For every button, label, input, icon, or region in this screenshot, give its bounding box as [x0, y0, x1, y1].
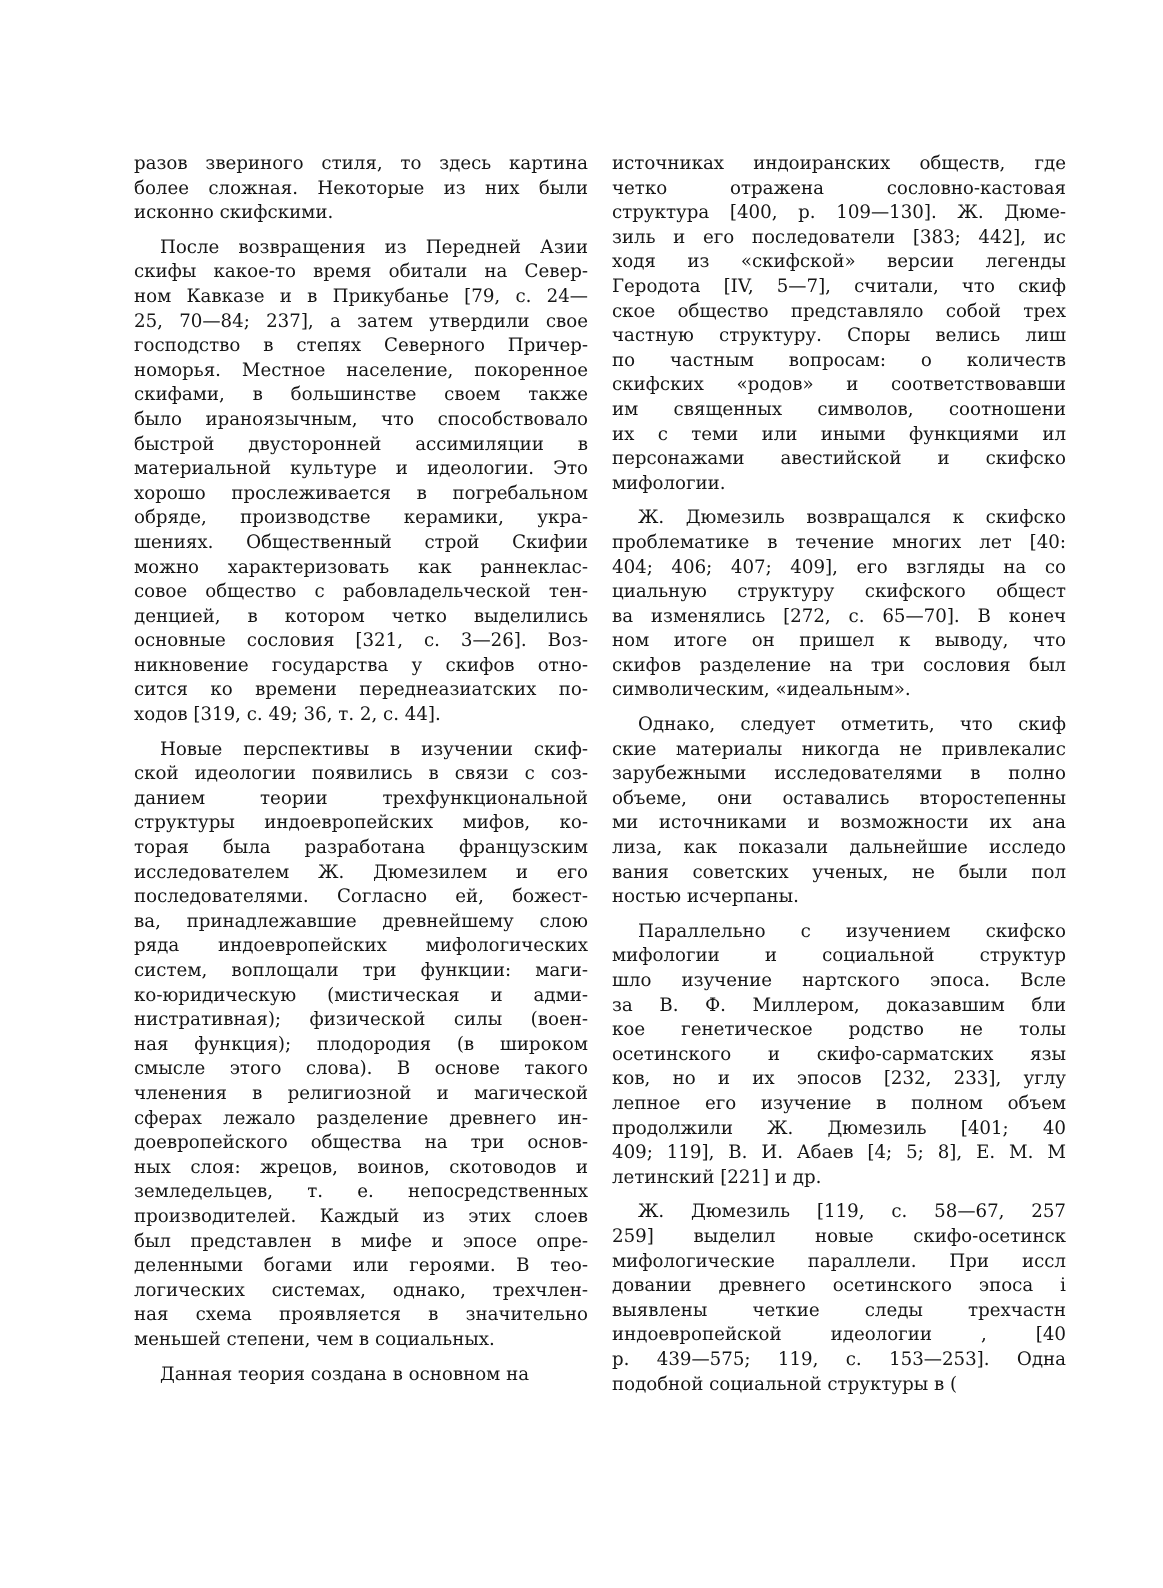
- paragraph: [134, 1363, 588, 1388]
- text-line: сферах лежало разделение древнего ин-: [134, 1107, 588, 1129]
- text-line: меньшей степени, чем в социальных.: [134, 1328, 495, 1350]
- text-line: более сложная. Некоторые из них были: [134, 177, 588, 199]
- text-line: подобной социальной структуры в (: [612, 1373, 958, 1395]
- text-line: структуры индоевропейских мифов, ко-: [134, 812, 588, 834]
- text-line: персонажами авестийской и скифско: [612, 448, 1066, 470]
- text-line: можно характеризовать как раннеклас-: [134, 556, 588, 578]
- text-line: кое генетическое родство не толы: [612, 1019, 1066, 1041]
- text-line: Ж. Дюмезиль [119, с. 58—67, 257: [638, 1201, 1066, 1223]
- paragraph: [612, 506, 1066, 703]
- text-line: ном Кавказе и в Прикубанье [79, с. 24—: [134, 285, 588, 307]
- text-line: скифами, в большинстве своем также: [134, 384, 588, 406]
- text-line: продолжили Ж. Дюмезиль [401; 40: [612, 1117, 1066, 1139]
- text-line: ские материалы никогда не привлекалис: [612, 738, 1066, 760]
- text-line: исследователем Ж. Дюмезилем и его: [134, 861, 588, 883]
- text-line: ми источниками и возможности их ана: [612, 812, 1066, 834]
- text-line: ных слоя: жрецов, воинов, скотоводов и: [134, 1156, 588, 1178]
- text-line: источниках индоиранских обществ, где: [612, 153, 1066, 174]
- text-line: основные сословия [321, с. 3—26]. Воз-: [134, 630, 588, 652]
- text-line: их с теми или иными функциями ил: [612, 423, 1066, 445]
- text-line: ко-юридическую (мистическая и адми-: [134, 984, 588, 1006]
- paragraph: [612, 713, 1066, 910]
- text-line: Однако, следует отметить, что скиф: [638, 714, 1066, 736]
- text-line: ходов [319, с. 49; 36, т. 2, с. 44].: [134, 704, 441, 726]
- text-line: зарубежными исследователями в полно: [612, 763, 1066, 785]
- text-line: ков, но и их эпосов [232, 233], углу: [612, 1068, 1066, 1090]
- text-line: лепное его изучение в полном объем: [612, 1092, 1066, 1114]
- text-line: ряда индоевропейских мифологических: [134, 935, 588, 957]
- text-line: деленными богами или героями. В тео-: [134, 1255, 588, 1277]
- text-line: ходя из «скифской» версии легенды: [612, 251, 1066, 273]
- text-line: сится ко времени переднеазиатских по-: [134, 679, 588, 701]
- text-line: производителей. Каждый из этих слоев: [134, 1205, 588, 1227]
- text-line: циальную структуру скифского общест: [612, 581, 1066, 603]
- text-line: летинский [221] и др.: [612, 1166, 822, 1188]
- text-line: данием теории трехфункциональной: [134, 787, 588, 809]
- text-line: Ж. Дюмезиль возвращался к скифско: [638, 507, 1066, 529]
- text-line: ном итоге он пришел к выводу, что: [612, 630, 1066, 652]
- text-line: довании древнего осетинского эпоса і: [612, 1275, 1066, 1297]
- text-line: зиль и его последователи [383; 442], ис: [612, 226, 1066, 248]
- text-line: частную структуру. Споры велись лиш: [612, 325, 1066, 347]
- text-line: 404; 406; 407; 409], его взгляды на со: [612, 556, 1066, 578]
- right-column: [612, 152, 1066, 1397]
- text-line: земледельцев, т. е. непосредственных: [134, 1181, 588, 1203]
- text-line: скифы какое-то время обитали на Север-: [134, 261, 588, 283]
- text-line: ва, принадлежавшие древнейшему слою: [134, 910, 588, 932]
- text-line: за В. Ф. Миллером, доказавшим бли: [612, 994, 1066, 1016]
- text-line: ское общество представляло собой трех: [612, 300, 1066, 322]
- text-line: ная схема проявляется в значительно: [134, 1304, 588, 1326]
- text-line: систем, воплощали три функции: маги-: [134, 960, 588, 981]
- text-line: 409; 119], В. И. Абаев [4; 5; 8], Е. М. М: [612, 1142, 1066, 1164]
- text-line: материальной культуре и идеологии. Это: [134, 458, 588, 480]
- text-line: логических системах, однако, трехчлен-: [134, 1279, 588, 1301]
- text-line: индоевропейской идеологии , [40: [612, 1324, 1066, 1346]
- text-line: 25, 70—84; 237], а затем утвердили свое: [134, 310, 588, 332]
- text-line: членения в религиозной и магической: [134, 1082, 588, 1104]
- text-line: мифологии.: [612, 472, 726, 494]
- paragraph: [134, 152, 588, 226]
- text-line: вания советских ученых, не были пол: [612, 861, 1066, 883]
- text-line: шениях. Общественный строй Скифии: [134, 531, 588, 553]
- text-line: номорья. Местное население, покоренное: [134, 359, 588, 381]
- text-line: по частным вопросам: о количеств: [612, 349, 1066, 371]
- text-line: ностью исчерпаны.: [612, 886, 799, 908]
- text-line: исконно скифскими.: [134, 202, 334, 224]
- text-line: 259] выделил новые скифо-осетинск: [612, 1225, 1066, 1247]
- paragraph: [134, 738, 588, 1353]
- text-line: мифологические параллели. При иссл: [612, 1250, 1066, 1272]
- text-line: лиза, как показали дальнейшие исследо: [612, 837, 1066, 859]
- text-line: ная функция); плодородия (в широком: [134, 1033, 588, 1055]
- text-line: разов звериного стиля, то здесь картина: [134, 153, 588, 174]
- text-line: выявлены четкие следы трехчастн: [612, 1299, 1066, 1321]
- text-line: нистративная); физической силы (воен-: [134, 1009, 588, 1031]
- text-line: доевропейского общества на три основ-: [134, 1132, 588, 1154]
- text-line: После возвращения из Передней Азии: [160, 236, 588, 258]
- text-line: Новые перспективы в изучении скиф-: [160, 738, 588, 760]
- text-line: шло изучение нартского эпоса. Всле: [612, 970, 1066, 991]
- text-line: четко отражена сословно-кастовая: [612, 177, 1066, 199]
- text-line: Геродота [IV, 5—7], считали, что скиф: [612, 275, 1066, 297]
- text-line: совое общество с рабовладельческой тен-: [134, 581, 588, 603]
- text-line: быстрой двусторонней ассимиляции в: [134, 433, 588, 455]
- text-line: р. 439—575; 119, с. 153—253]. Одна: [612, 1348, 1066, 1370]
- text-line: ской идеологии появились в связи с соз-: [134, 763, 588, 785]
- text-line: был представлен в мифе и эпосе опре-: [134, 1230, 588, 1252]
- text-line: им священных символов, соотношени: [612, 398, 1066, 420]
- text-line: обряде, производстве керамики, укра-: [134, 507, 588, 529]
- text-line: ва изменялись [272, с. 65—70]. В конеч: [612, 605, 1066, 627]
- text-line: никновение государства у скифов отно-: [134, 654, 588, 676]
- text-line: денцией, в котором четко выделились: [134, 605, 588, 627]
- text-line: Параллельно с изучением скифско: [638, 920, 1066, 942]
- text-line: скифов разделение на три сословия был: [612, 654, 1066, 676]
- left-column: [134, 152, 588, 1387]
- text-line: осетинского и скифо-сарматских язы: [612, 1043, 1066, 1065]
- text-line: Данная теория создана в основном на: [160, 1363, 530, 1385]
- text-line: проблематике в течение многих лет [40:: [612, 531, 1066, 553]
- text-line: смысле этого слова). В основе такого: [134, 1058, 588, 1080]
- paragraph: [134, 236, 588, 728]
- text-line: символическим, «идеальным».: [612, 679, 911, 701]
- paragraph: [612, 920, 1066, 1191]
- text-line: было ираноязычным, что способствовало: [134, 408, 588, 430]
- text-line: последователями. Согласно ей, божест-: [134, 886, 588, 908]
- text-line: объеме, они оставались второстепенны: [612, 787, 1066, 809]
- text-line: скифских «родов» и соответствовавши: [612, 374, 1066, 396]
- text-line: структура [400, р. 109—130]. Ж. Дюме-: [612, 202, 1066, 224]
- paragraph: [612, 152, 1066, 496]
- text-line: мифологии и социальной структур: [612, 945, 1066, 967]
- text-line: торая была разработана французским: [134, 837, 588, 859]
- text-line: хорошо прослеживается в погребальном: [134, 482, 588, 504]
- paragraph: [612, 1200, 1066, 1397]
- text-line: господство в степях Северного Причер-: [134, 335, 588, 357]
